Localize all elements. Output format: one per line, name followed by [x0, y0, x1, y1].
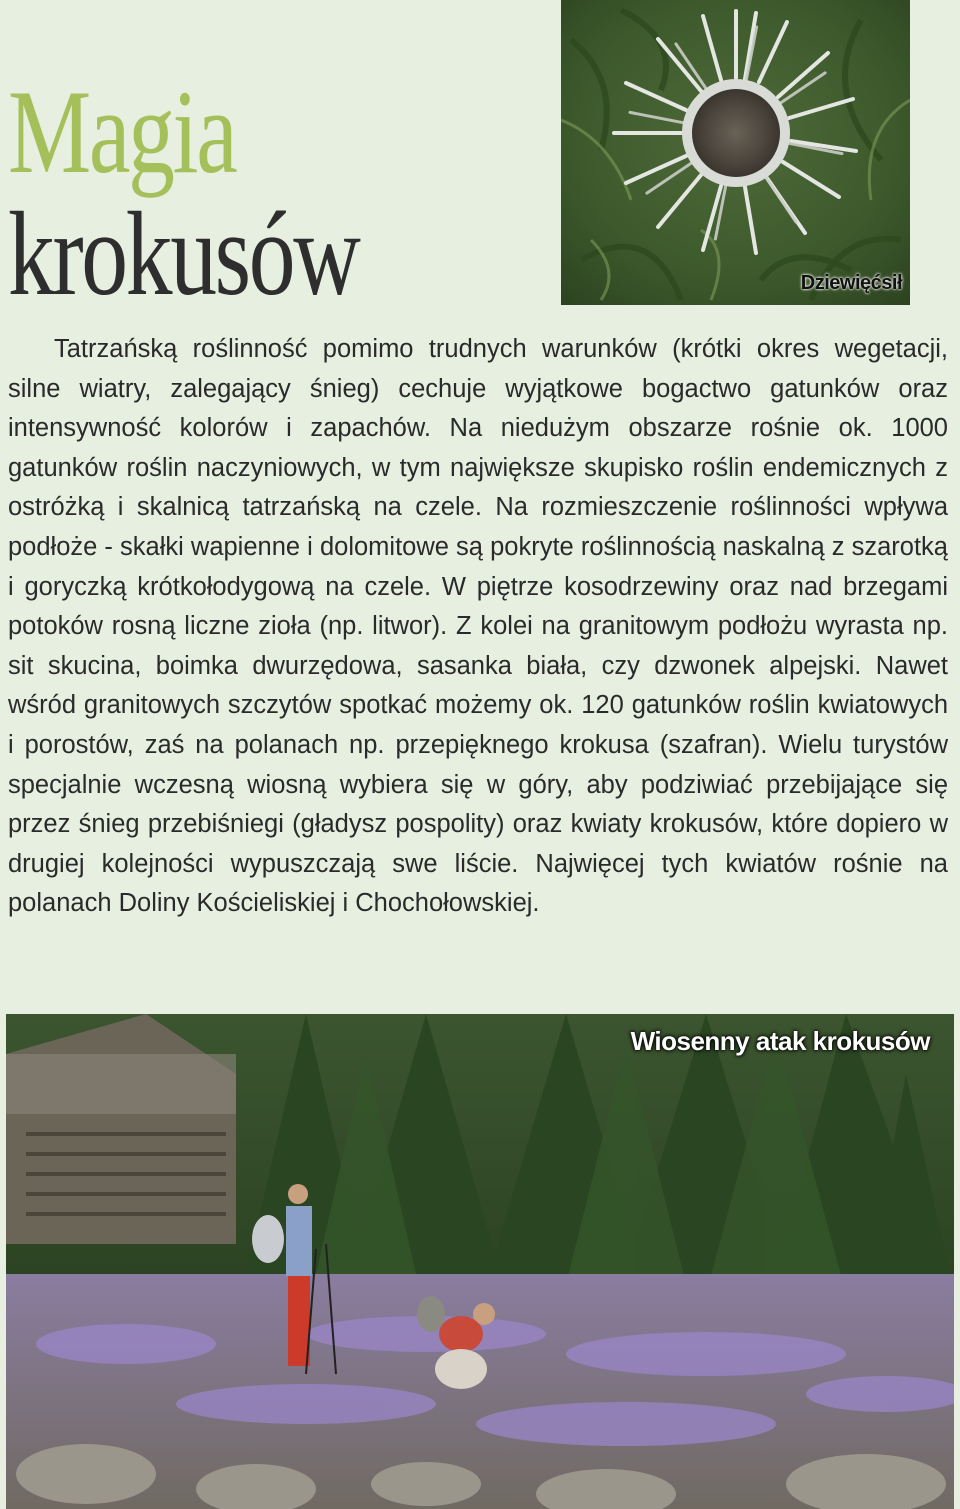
- crocus-meadow-illustration: [6, 1014, 954, 1509]
- crocus-meadow-photo: [6, 1014, 954, 1509]
- article-paragraph: Tatrzańską roślinność pomimo trudnych warunków (krótki okres wegetacji, silne wiatry, zalegający śnieg) cechuje wyjątkowe bogactwo gatunków oraz intensywność kolorów i zapachów. Na niedużym obszarze rośnie ok. 1000 gatunków roślin naczyniowych, w tym największe skupisko roślin endemicznych z ostróżką i skalnicą tatrzańską na czele. Na rozmieszczenie roślinności wpływa podłoże - skałki wapienne i dolomitowe są pokryte roślinnością naskalną z szarotką i goryczką krótkołodygową na czele. W piętrze kosodrzewiny oraz nad brzegami potoków rosną liczne zioła (np. litwor). Z kolei na granitowym podłożu wyrasta np. sit skucina, boimka dwurzędowa, sasanka biała, czy dzwonek alpejski. Nawet wśród granitowych szczytów spotkać możemy ok. 120 gatunków roślin kwiatowych i porostów, zaś na polanach np. przepięknego krokusa (szafran). Wielu turystów specjalnie wczesną wiosną wybiera się w góry, aby podziwiać przebijające się przez śnieg przebiśniegi (gładysz pospolity) oraz kwiaty krokusów, które dopiero w drugiej kolejności wypuszczają swe liście. Najwięcej tych kwiatów rośnie na polanach Doliny Kościeliskiej i Chochołowskiej.: [8, 335, 948, 918]
- carline-thistle-illustration: [561, 0, 910, 305]
- title-line-1: Magia: [8, 65, 236, 198]
- bottom-photo-caption: Wiosenny atak krokusów: [630, 1026, 930, 1056]
- article-title: [8, 65, 457, 320]
- carline-thistle-photo: [561, 0, 910, 305]
- article-body: [8, 330, 948, 924]
- top-photo-caption: Dziewięćsił: [800, 272, 902, 294]
- title-line-2: krokusów: [8, 187, 359, 320]
